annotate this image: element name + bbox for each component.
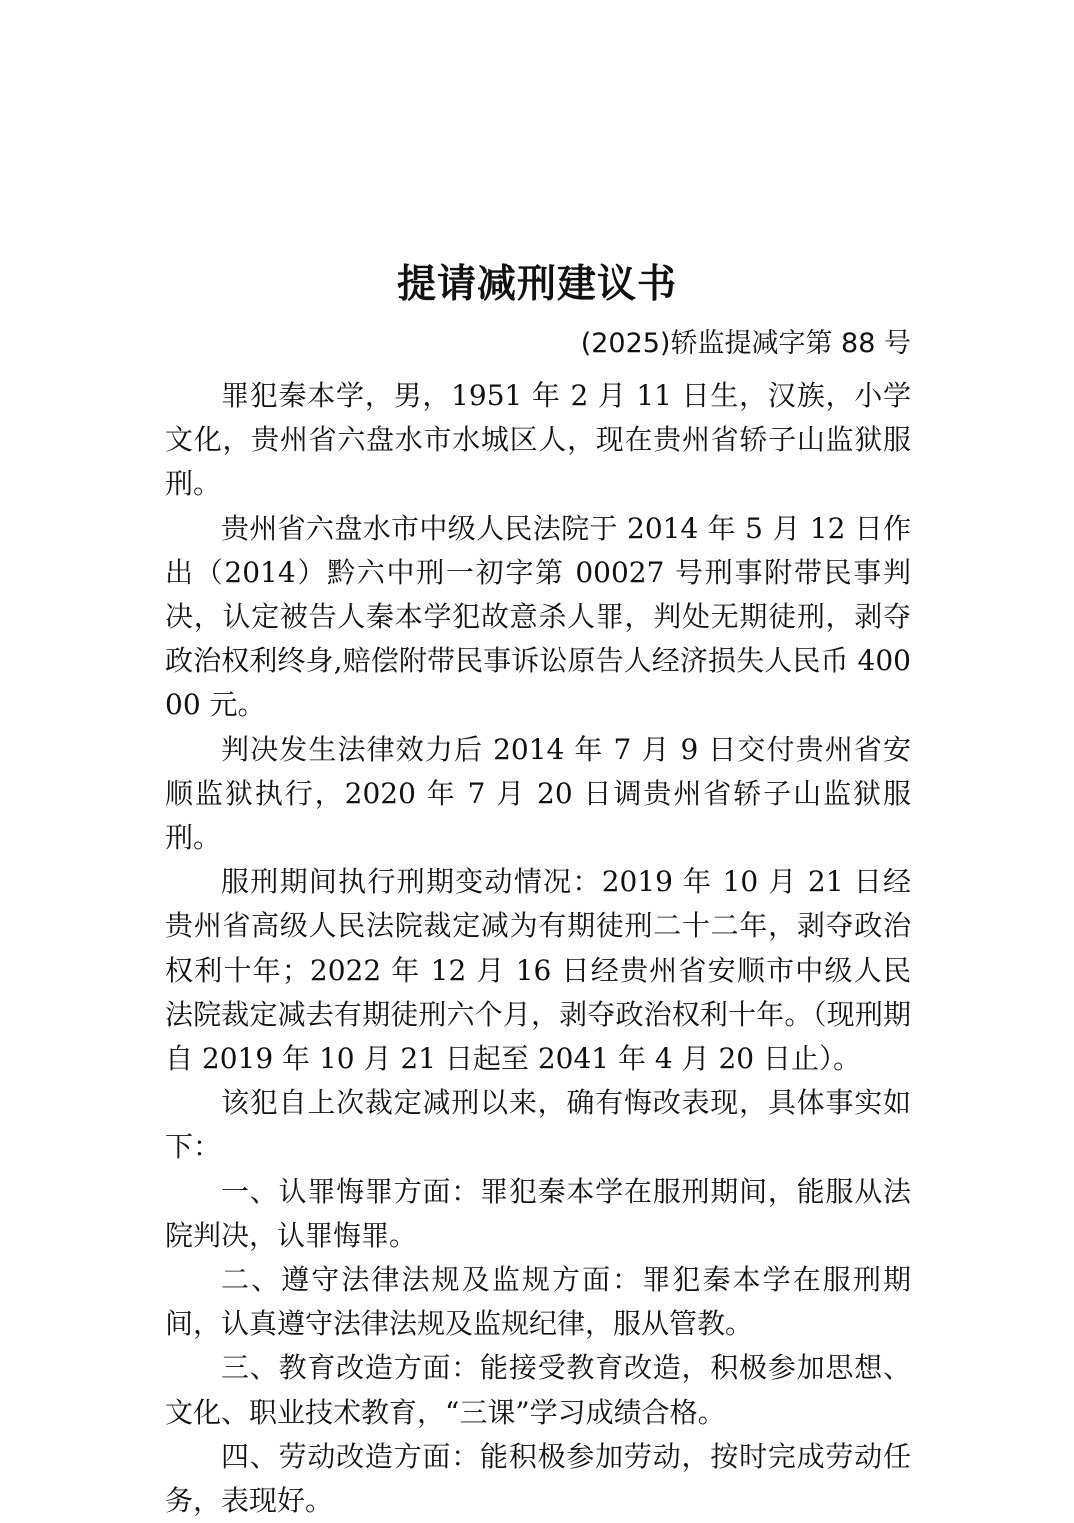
paragraph-sentence-changes: 服刑期间执行刑期变动情况：2019 年 10 月 21 日经贵州省高级人民法院裁定减为有期徒刑二十二年，剥夺政治权利十年；2022 年 12 月 16 日经贵州省安顺市中级人民法院裁定减去有期徒刑六个月，剥夺政治权利十年。（现刑期自 2019 年 10 月 21 日起至 2041 年 4 月 20 日止）。: [165, 865, 911, 1076]
document-body: [165, 374, 911, 1523]
document-number: (2025)轿监提减字第 88 号: [580, 328, 911, 359]
paragraph-law-compliance: 二、遵守法律法规及监规方面：罪犯秦本学在服刑期间，认真遵守法律法规及监规纪律，服从管教。: [165, 1263, 911, 1341]
paragraph-criminal-info: 罪犯秦本学，男，1951 年 2 月 11 日生，汉族，小学文化，贵州省六盘水市水城区人，现在贵州省轿子山监狱服刑。: [165, 379, 911, 501]
paragraph-education: 三、教育改造方面：能接受教育改造，积极参加思想、文化、职业技术教育，“三课”学习成绩合格。: [165, 1351, 911, 1429]
paragraph-repentance: 一、认罪悔罪方面：罪犯秦本学在服刑期间，能服从法院判决，认罪悔罪。: [165, 1174, 911, 1252]
paragraph-execution: 判决发生法律效力后 2014 年 7 月 9 日交付贵州省安顺监狱执行，2020 年 7 月 20 日调贵州省轿子山监狱服刑。: [165, 732, 911, 855]
paragraph-original-judgment: 贵州省六盘水市中级人民法院于 2014 年 5 月 12 日作出（2014）黔六中刑一初字第 00027 号刑事附带民事判决，认定被告人秦本学犯故意杀人罪，判处无期徒刑，剥夺政治权利终身,赔偿附带民事诉讼原告人经济损失人民币 40000 元。: [165, 511, 911, 722]
paragraph-labor: 四、劳动改造方面：能积极参加劳动，按时完成劳动任务，表现好。: [165, 1439, 911, 1518]
document-title: 提请减刑建议书: [396, 261, 677, 307]
paragraph-facts-intro: 该犯自上次裁定减刑以来，确有悔改表现，具体事实如下：: [165, 1086, 911, 1164]
